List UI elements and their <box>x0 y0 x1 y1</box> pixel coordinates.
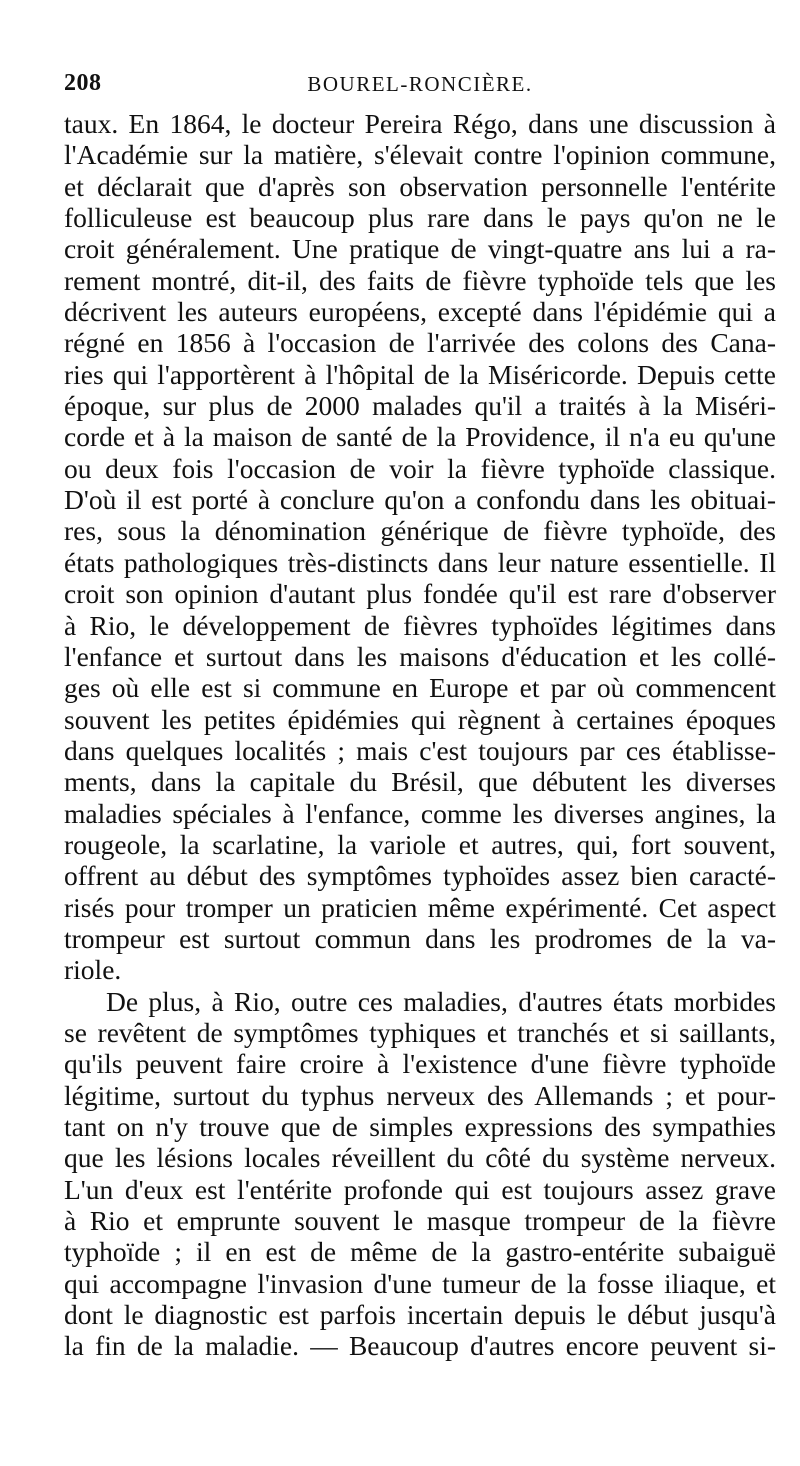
text-line: se revêtent de symptômes typhiques et tranchés et si saillants, <box>64 1016 776 1048</box>
text-line: risés pour tromper un praticien même expérimenté. Cet aspect <box>64 891 776 923</box>
text-line: D'où il est porté à conclure qu'on a confondu dans les obituai- <box>64 484 776 516</box>
text-line: qui accompagne l'invasion d'une tumeur de la fosse iliaque, et <box>64 1267 776 1299</box>
text-line: res, sous la dénomination générique de fièvre typhoïde, des <box>64 515 776 547</box>
text-line: maladies spéciales à l'enfance, comme les diverses angines, la <box>64 797 776 829</box>
paragraph <box>64 986 776 1362</box>
text-line: ments, dans la capitale du Brésil, que débutent les diverses <box>64 766 776 798</box>
text-line: ou deux fois l'occasion de voir la fièvre typhoïde classique. <box>64 452 776 484</box>
text-line: typhoïde ; il en est de même de la gastro-entérite subaiguë <box>64 1236 776 1268</box>
text-line: offrent au début des symptômes typhoïdes assez bien caracté- <box>64 860 776 892</box>
text-line: souvent les petites épidémies qui règnent à certaines époques <box>64 703 776 735</box>
running-title: BOUREL-RONCIÈRE. <box>307 72 533 96</box>
running-head <box>64 70 776 104</box>
page-number: 208 <box>64 70 102 96</box>
text-line: décrivent les auteurs européens, excepté dans l'épidémie qui a <box>64 296 776 328</box>
text-line: croit son opinion d'autant plus fondée qu'il est rare d'observer <box>64 578 776 610</box>
text-line: la fin de la maladie. — Beaucoup d'autres encore peuvent si- <box>64 1330 776 1362</box>
text-line: époque, sur plus de 2000 malades qu'il a traités à la Miséri- <box>64 390 776 422</box>
text-line: que les lésions locales réveillent du côté du système nerveux. <box>64 1142 776 1174</box>
text-line: trompeur est surtout commun dans les prodromes de la va- <box>64 922 776 954</box>
text-line: taux. En 1864, le docteur Pereira Régo, dans une discussion à <box>64 108 776 139</box>
body-text <box>64 108 776 1362</box>
text-line: rement montré, dit-il, des faits de fièvre typhoïde tels que les <box>64 264 776 296</box>
text-line: l'Académie sur la matière, s'élevait contre l'opinion commune, <box>64 139 776 171</box>
text-line: tant on n'y trouve que de simples expressions des sympathies <box>64 1111 776 1142</box>
text-line: corde et à la maison de santé de la Providence, il n'a eu qu'une <box>64 421 776 453</box>
text-line: à Rio, le développement de fièvres typhoïdes légitimes dans <box>64 609 776 641</box>
text-line: dans quelques localités ; mais c'est toujours par ces établisse- <box>64 734 776 766</box>
text-line: De plus, à Rio, outre ces maladies, d'autres états morbides <box>106 985 776 1017</box>
text-line: dont le diagnostic est parfois incertain depuis le début jusqu'à <box>64 1299 776 1331</box>
text-line: folliculeuse est beaucoup plus rare dans le pays qu'on ne le <box>64 202 776 234</box>
text-line: l'enfance et surtout dans les maisons d'éducation et les collé- <box>64 640 776 672</box>
text-line: légitime, surtout du typhus nerveux des Allemands ; et pour- <box>64 1079 776 1111</box>
text-line: régné en 1856 à l'occasion de l'arrivée des colons des Cana- <box>64 327 776 359</box>
text-line: L'un d'eux est l'entérite profonde qui est toujours assez grave <box>64 1173 776 1205</box>
text-line: croit généralement. Une pratique de vingt-quatre ans lui a ra- <box>64 233 776 265</box>
text-line: et déclarait que d'après son observation personnelle l'entérite <box>64 170 776 202</box>
text-line: à Rio et emprunte souvent le masque trompeur de la fièvre <box>64 1205 776 1237</box>
text-line: états pathologiques très-distincts dans leur nature essentielle. Il <box>64 546 776 578</box>
text-line: qu'ils peuvent faire croire à l'existence d'une fièvre typhoïde <box>64 1048 776 1080</box>
text-line: rougeole, la scarlatine, la variole et autres, qui, fort souvent, <box>64 828 776 860</box>
text-line: riole. <box>64 954 122 986</box>
text-line: ges où elle est si commune en Europe et par où commencent <box>64 672 776 704</box>
paragraph <box>64 108 776 986</box>
text-line: ries qui l'apportèrent à l'hôpital de la Miséricorde. Depuis cette <box>64 358 776 390</box>
